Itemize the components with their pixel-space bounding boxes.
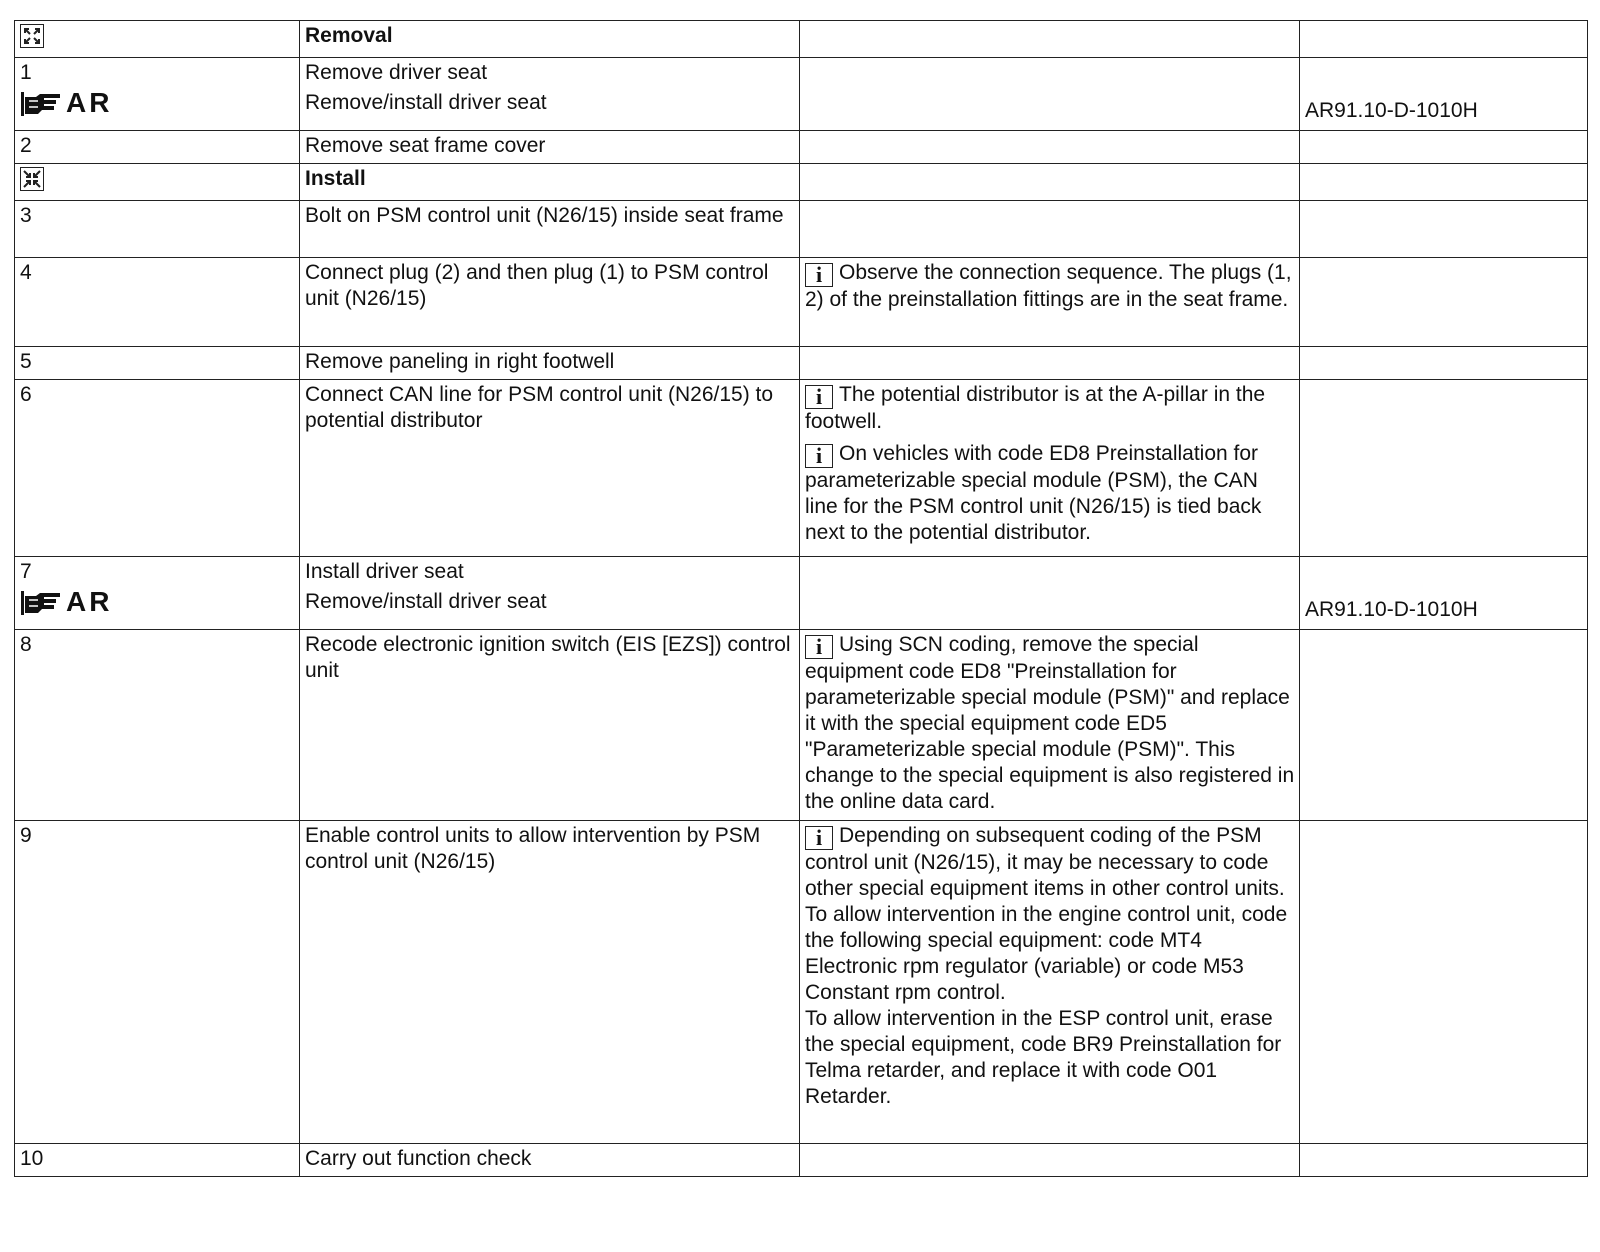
note-text: Observe the connection sequence. The plugs (1, 2) of the preinstallation fittings are in the seat frame. [805,261,1292,311]
step-action: Connect CAN line for PSM control unit (N26/15) to potential distributor [300,380,800,557]
note-text: On vehicles with code ED8 Preinstallation for parameterizable special module (PSM), the CAN line for the PSM control unit (N26/15) is tied back next to the potential distributor. [805,442,1262,544]
step-number: 2 [15,131,300,164]
notes-cell [800,1144,1300,1177]
ref-cell [1300,1144,1588,1177]
action-cell [300,557,800,630]
info-icon: i [805,263,833,287]
table-row [15,201,1588,258]
table-row [15,821,1588,1144]
ref-cell [1300,164,1588,201]
ar-link[interactable] [20,585,295,619]
step-action: Recode electronic ignition switch (EIS [EZS]) control unit [300,630,800,821]
step-number: 10 [15,1144,300,1177]
step-number: 9 [15,821,300,1144]
info-icon: i [805,635,833,659]
ref-cell [1300,21,1588,58]
note-text: Depending on subsequent coding of the PSM control unit (N26/15), it may be necessary to code other special equipment items in other control units. To allow intervention in the engine control unit, code the following special equipment: code MT4 Electronic rpm regulator (variable) or code M53 Constant rpm control. To allow intervention in the ESP control unit, erase the special equipment, code BR9 Preinstallation for Telma retarder, and replace it with code O01 Retarder. [805,824,1288,1108]
step-number: 8 [15,630,300,821]
ar-label: AR [66,87,113,118]
table-row [15,1144,1588,1177]
notes-cell [800,58,1300,131]
install-phase-icon [20,167,44,191]
table-row [15,58,1588,131]
notes-cell [800,630,1300,821]
table-row [15,557,1588,630]
table-row [15,347,1588,380]
ref-cell [1300,131,1588,164]
step-number: 3 [15,201,300,258]
note-text: Using SCN coding, remove the special equipment code ED8 "Preinstallation for parameterizable special module (PSM)" and replace it with the special equipment code ED5 "Parameterizable special module (PSM)". This change to the special equipment is also registered in the online data card. [805,633,1295,813]
table-row [15,258,1588,347]
step-action: Enable control units to allow intervention by PSM control unit (N26/15) [300,821,800,1144]
step-cell [15,21,300,58]
ref-cell [1300,201,1588,258]
step-number: 5 [15,347,300,380]
table-row [15,131,1588,164]
ar-label: AR [66,586,113,617]
step-action: Remove driver seat [305,61,488,84]
step-cell [15,557,300,630]
info-note [805,260,1295,313]
ref-cell [1300,347,1588,380]
pointing-hand-icon [20,588,64,616]
info-note [805,632,1295,815]
notes-cell [800,380,1300,557]
info-icon: i [805,826,833,850]
ref-cell [1300,821,1588,1144]
notes-cell [800,21,1300,58]
step-action: Carry out function check [300,1144,800,1177]
table-row [15,630,1588,821]
section-row-removal [15,21,1588,58]
step-action: Bolt on PSM control unit (N26/15) inside seat frame [300,201,800,258]
step-action: Remove paneling in right footwell [300,347,800,380]
info-icon: i [805,385,833,409]
ar-link[interactable] [20,86,295,120]
step-number: 6 [15,380,300,557]
notes-cell [800,164,1300,201]
pointing-hand-icon [20,89,64,117]
info-icon: i [805,444,833,468]
step-number: 1 [20,61,32,84]
ar-reference-link[interactable]: AR91.10-D-1010H [1305,598,1478,621]
removal-phase-icon [20,24,44,48]
ar-action: Remove/install driver seat [305,590,547,613]
procedure-table [14,20,1588,1177]
section-title-removal: Removal [300,21,800,58]
table-row [15,380,1588,557]
notes-cell [800,201,1300,258]
ref-cell [1300,557,1588,630]
step-number: 4 [15,258,300,347]
notes-cell [800,821,1300,1144]
action-cell [300,58,800,131]
step-action: Connect plug (2) and then plug (1) to PSM control unit (N26/15) [300,258,800,347]
ar-reference-link[interactable]: AR91.10-D-1010H [1305,99,1478,122]
step-number: 7 [20,560,32,583]
notes-cell [800,258,1300,347]
info-note [805,823,1295,1110]
notes-cell [800,557,1300,630]
step-action: Remove seat frame cover [300,131,800,164]
info-note [805,441,1295,546]
step-action: Install driver seat [305,560,464,583]
ar-action: Remove/install driver seat [305,91,547,114]
section-row-install [15,164,1588,201]
section-title-install: Install [300,164,800,201]
ref-cell [1300,58,1588,131]
note-text: The potential distributor is at the A-pillar in the footwell. [805,383,1266,433]
ref-cell [1300,258,1588,347]
ref-cell [1300,380,1588,557]
step-cell [15,58,300,131]
ref-cell [1300,630,1588,821]
notes-cell [800,347,1300,380]
step-cell [15,164,300,201]
info-note [805,382,1295,435]
notes-cell [800,131,1300,164]
